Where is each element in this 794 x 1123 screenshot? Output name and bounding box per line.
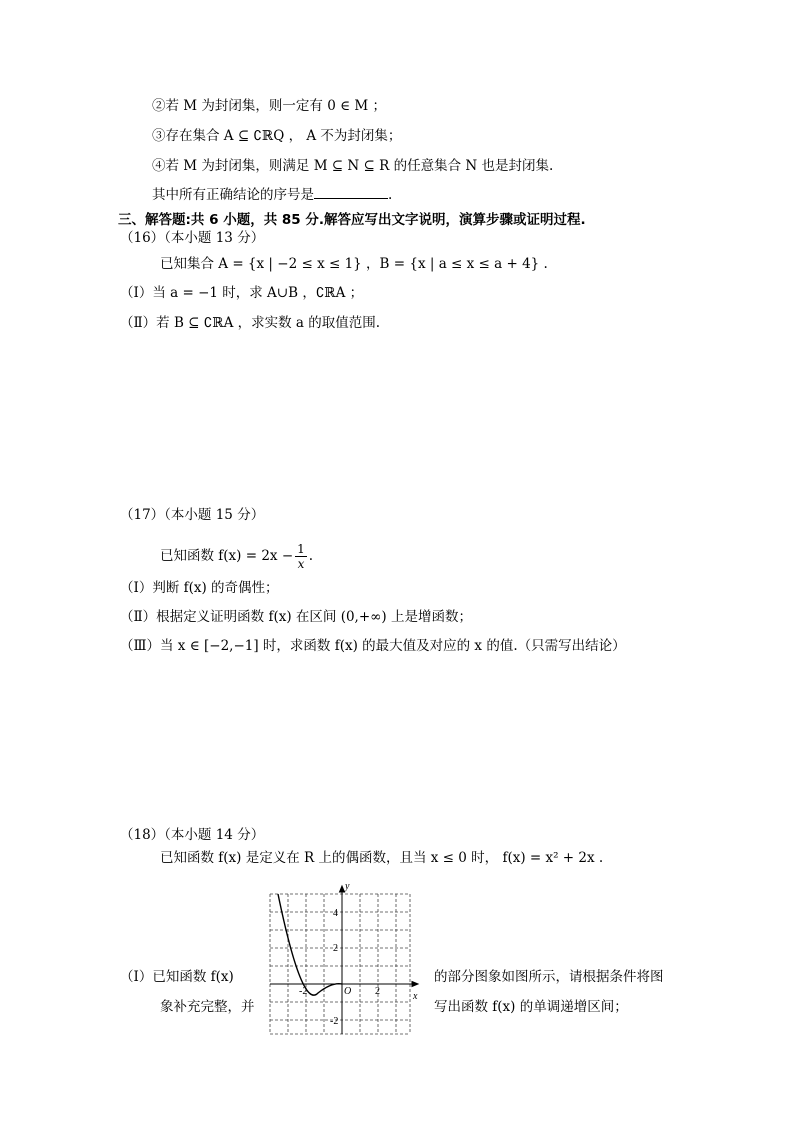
x-tick-label: 2: [375, 986, 380, 997]
q18-part1-left: （Ⅰ）已知函数 f(x): [120, 969, 234, 985]
q17-part3: （Ⅲ）当 x ∈ [−2,−1] 时，求函数 f(x) 的最大值及对应的 x 的值.（只需写出结论）: [120, 638, 626, 654]
fraction-numerator: 1: [297, 541, 305, 556]
section-heading: 三、解答题:共 6 小题，共 85 分.解答应写出文字说明，演算步骤或证明过程.: [118, 212, 586, 228]
q18-header: （18）（本小题 14 分）: [120, 827, 265, 843]
q17-fraction: [295, 542, 307, 571]
q18-part1-left2: 象补充完整，并: [160, 999, 255, 1015]
y-axis-label: y: [345, 884, 350, 892]
x-axis-label: x: [413, 991, 418, 1002]
conclusion-4: ④若 M 为封闭集，则满足 M ⊆ N ⊆ R 的任意集合 N 也是封闭集.: [152, 158, 554, 174]
graph-grid: [270, 894, 410, 1034]
q17-part1: （Ⅰ）判断 f(x) 的奇偶性；: [120, 580, 279, 596]
q16-stem: 已知集合 A = {x | −2 ≤ x ≤ 1} ，B = {x | a ≤ x ≤ a + 4} .: [160, 256, 548, 272]
origin-label: O: [344, 986, 352, 997]
y-axis-arrow: [340, 886, 345, 892]
q18-part1-right: 的部分图象如图所示，请根据条件将图: [434, 969, 664, 985]
y-tick-label: -2: [330, 1016, 339, 1027]
q18-part1-right2: 写出函数 f(x) 的单调递增区间；: [434, 999, 628, 1015]
q17-stem-prefix: 已知函数 f(x) = 2x −: [160, 548, 294, 564]
y-tick-label: 4: [333, 908, 338, 919]
q16-part2: （Ⅱ）若 B ⊆ ∁ℝA ，求实数 a 的取值范围.: [120, 315, 381, 331]
q17-stem-suffix: .: [308, 548, 314, 564]
q17-part2: （Ⅱ）根据定义证明函数 f(x) 在区间 (0,+∞) 上是增函数；: [120, 609, 472, 625]
question-suffix: .: [388, 187, 393, 203]
x-axis-arrow: [412, 982, 418, 987]
question-prompt: [152, 184, 392, 205]
q18-stem: 已知函数 f(x) 是定义在 R 上的偶函数，且当 x ≤ 0 时， f(x) = x² + 2x .: [160, 850, 604, 866]
q16-header: （16）（本小题 13 分）: [120, 230, 265, 246]
answer-blank[interactable]: [314, 184, 388, 199]
question-prefix: 其中所有正确结论的序号是: [152, 187, 314, 203]
x-tick-label: -2: [299, 986, 308, 997]
y-tick-label: 2: [333, 943, 338, 954]
conclusion-3: ③存在集合 A ⊆ ∁ℝQ ， A 不为封闭集；: [152, 128, 402, 144]
fraction-denominator: x: [297, 556, 305, 571]
q16-part1: （Ⅰ）当 a = −1 时，求 A∪B ，∁ℝA ；: [120, 285, 364, 301]
q17-stem: [160, 538, 313, 574]
q17-header: （17）（本小题 15 分）: [120, 507, 265, 523]
function-graph: [262, 884, 422, 1038]
conclusion-2: ②若 M 为封闭集，则一定有 0 ∈ M ；: [152, 98, 386, 114]
